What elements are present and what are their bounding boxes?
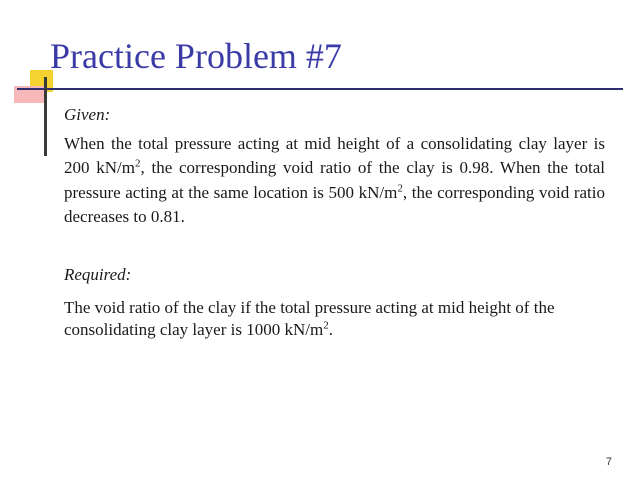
given-text-part1: When the total pressure acting at mid height of a consolidating clay layer is 200 kN/m: [64, 134, 605, 178]
required-label: Required:: [64, 265, 132, 284]
superscript: 2: [134, 157, 141, 170]
required-text-part1: The void ratio of the clay if the total pressure acting at mid height of the consolidating clay layer is 1000 kN/m: [64, 298, 555, 339]
title-underline: [17, 88, 623, 90]
given-text: [64, 132, 605, 229]
slide-title: Practice Problem #7: [50, 36, 342, 76]
given-label: Given:: [64, 105, 111, 124]
page-number: 7: [605, 456, 612, 468]
given-text-part2: , the corresponding void ratio of the clay is 0.98. When the total pressure acting at the same location is 500 kN/m: [64, 158, 605, 202]
superscript: 2: [323, 319, 329, 332]
required-text: [64, 297, 605, 341]
given-text-part3: , the corresponding void ratio decreases to 0.81.: [64, 182, 605, 226]
required-text-part2: .: [328, 320, 333, 339]
decorative-vertical-bar: [44, 77, 47, 156]
superscript: 2: [397, 181, 403, 194]
